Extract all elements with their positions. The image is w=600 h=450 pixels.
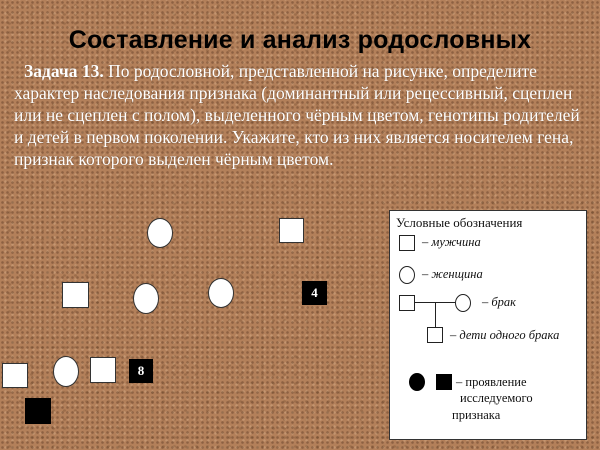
pedigree-male-f2a xyxy=(2,363,28,388)
legend-female-label: – женщина xyxy=(422,267,483,281)
legend-title: Условные обозначения xyxy=(396,215,523,230)
task-number: Задача 13. xyxy=(24,61,104,81)
pedigree-male-affected xyxy=(25,398,51,424)
pedigree-male-f1 xyxy=(62,282,89,308)
pedigree-male-f2b xyxy=(90,357,116,383)
task-text xyxy=(14,60,584,170)
legend-children-label: – дети одного брака xyxy=(450,328,560,342)
pedigree-label-8: 8 xyxy=(129,359,153,383)
pedigree-label-4: 4 xyxy=(302,281,327,305)
legend-marriage-male-icon xyxy=(399,295,415,311)
legend-trait-label-2: исследуемого xyxy=(460,391,533,405)
legend-trait-label-1: – проявление xyxy=(456,375,527,389)
pedigree-female-p1 xyxy=(147,218,173,248)
pedigree-male-p1 xyxy=(279,218,304,243)
pedigree-female-f2 xyxy=(53,356,79,387)
legend-children-line xyxy=(435,303,436,327)
legend-male-label: – мужчина xyxy=(422,235,481,249)
legend-trait-label-3: признака xyxy=(452,408,501,422)
legend-marriage-female-icon xyxy=(455,294,471,312)
legend-box xyxy=(389,210,587,440)
legend-marriage-label: – брак xyxy=(482,295,517,309)
legend-trait-male-icon xyxy=(436,374,452,390)
legend-female-icon xyxy=(399,266,415,284)
task-description: По родословной, представленной на рисунке, определите характер наследования признака (доминантный или рецессивный, сцеплен или не сцеплен с полом), выделенного чёрным цветом, генотипы родителей и детей в первом поколении. Укажите, кто из них является носителем гена, признак которого выделен чёрным цветом. xyxy=(14,61,580,169)
page-title: Составление и анализ родословных xyxy=(68,26,532,54)
pedigree-female-f1a xyxy=(133,283,159,314)
legend-male-icon xyxy=(399,235,415,251)
pedigree-female-f1b xyxy=(208,278,234,308)
legend-trait-female-icon xyxy=(409,373,425,391)
legend-child-icon xyxy=(427,327,443,343)
